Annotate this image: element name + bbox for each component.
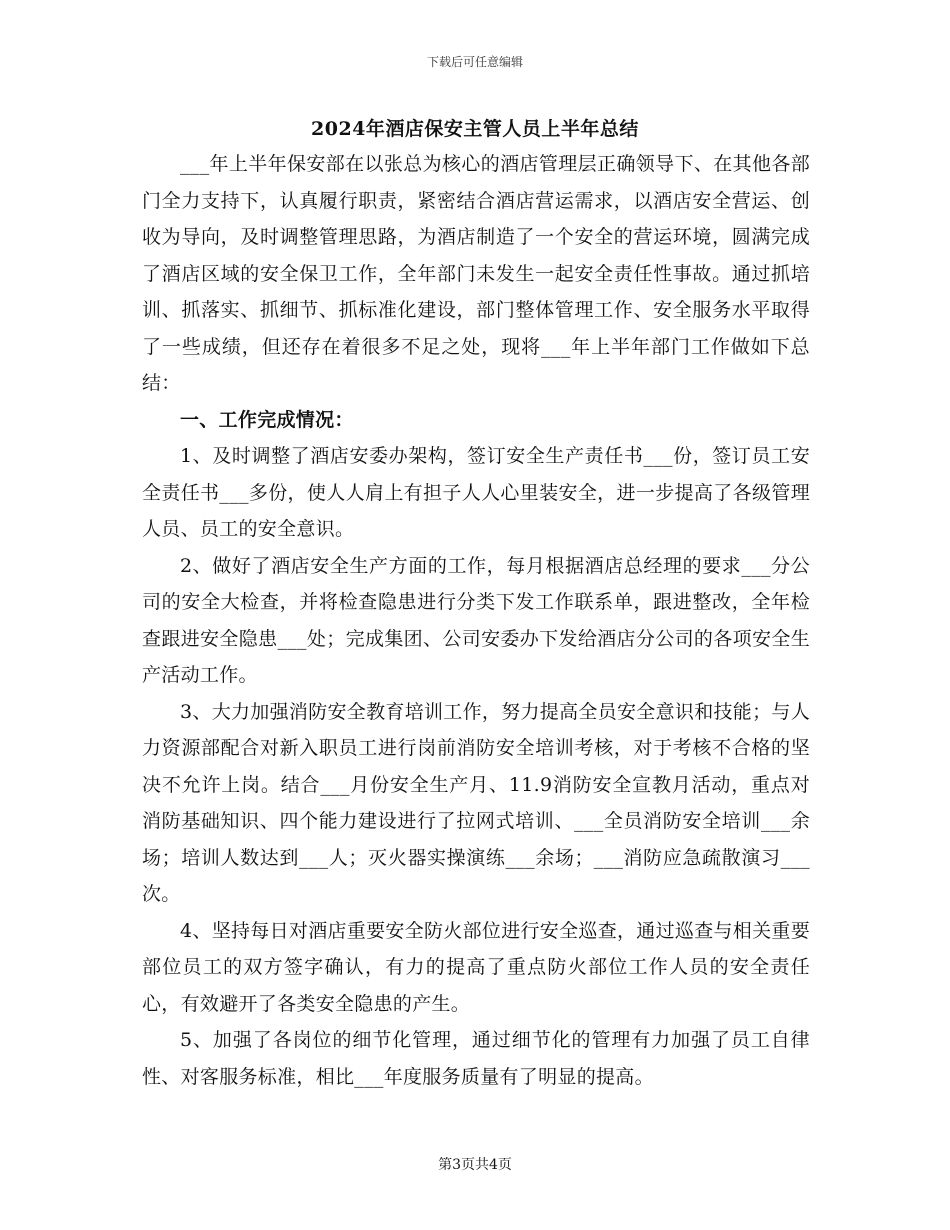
list-item: 4、坚持每日对酒店重要安全防火部位进行安全巡查，通过巡查与相关重要部位员工的双方签字确认，有力的提高了重点防火部位工作人员的安全责任心，有效避开了各类安全隐患的产生。: [142, 919, 810, 1015]
list-item: 1、及时调整了酒店安委办架构，签订安全生产责任书___份，签订员工安全责任书___多份，使人人肩上有担子人人心里装安全，进一步提高了各级管理人员、员工的安全意识。: [142, 445, 810, 540]
header-note: 下载后可任意编辑: [426, 55, 523, 69]
list-item: 2、做好了酒店安全生产方面的工作，每月根据酒店总经理的要求___分公司的安全大检查，并将检查隐患进行分类下发工作联系单，跟进整改，全年检查跟进安全隐患___处；完成集团、公司安委办下发给酒店分公司的各项安全生产活动工作。: [142, 554, 810, 686]
list-item: 5、加强了各岗位的细节化管理，通过细节化的管理有力加强了员工自律性、对客服务标准，相比___年度服务质量有了明显的提高。: [142, 1029, 810, 1088]
page-number-footer: 第3页共4页: [438, 1157, 512, 1173]
document-body: [142, 146, 810, 1095]
section-heading: 一、工作完成情况：: [180, 408, 354, 431]
list-item: 3、大力加强消防安全教育培训工作，努力提高全员安全意识和技能；与人力资源部配合对新入职员工进行岗前消防安全培训考核，对于考核不合格的坚决不允许上岗。结合___月份安全生产月、11.9消防安全宣教月活动，重点对消防基础知识、四个能力建设进行了拉网式培训、___全员消防安全培训___余场；培训人数达到___人；灭火器实操演练___余场；___消防应急疏散演习___次。: [142, 700, 810, 905]
intro-paragraph: ___年上半年保安部在以张总为核心的酒店管理层正确领导下、在其他各部门全力支持下，认真履行职责，紧密结合酒店营运需求，以酒店安全营运、创收为导向，及时调整管理思路，为酒店制造了一个安全的营运环境，圆满完成了酒店区域的安全保卫工作，全年部门未发生一起安全责任性事故。通过抓培训、抓落实、抓细节、抓标准化建设，部门整体管理工作、安全服务水平取得了一些成绩，但还存在着很多不足之处，现将___年上半年部门工作做如下总结：: [142, 153, 810, 394]
document-title: 2024年酒店保安主管人员上半年总结: [311, 118, 639, 140]
